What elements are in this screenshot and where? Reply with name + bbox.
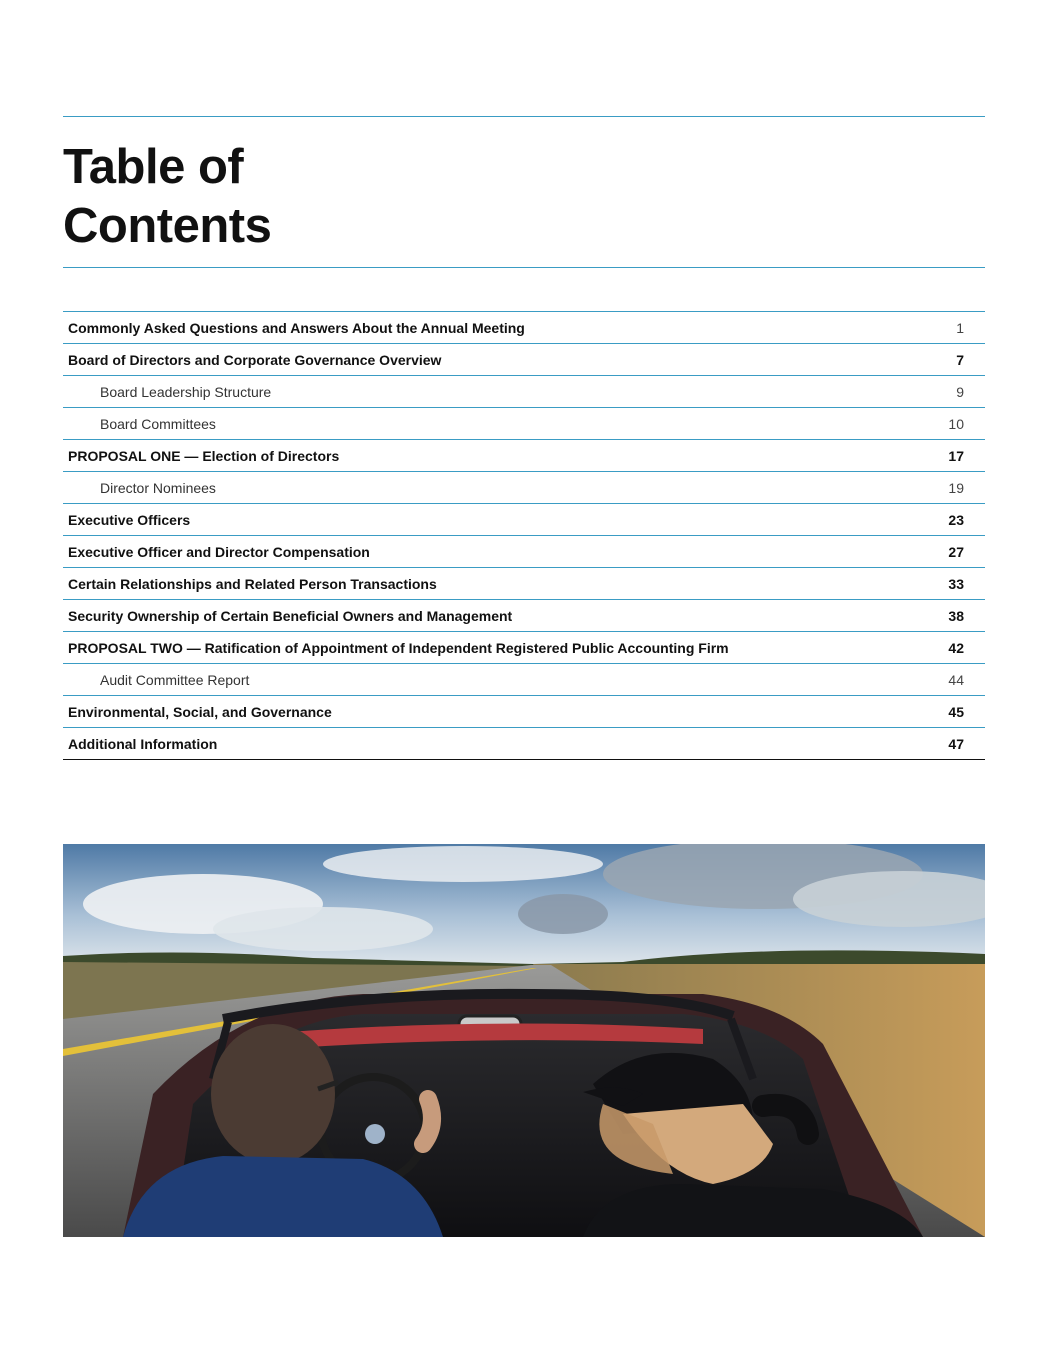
toc-entry-label: Audit Committee Report	[100, 671, 250, 688]
toc-entry-page: 33	[948, 575, 964, 592]
toc-entry-label: Board Committees	[100, 415, 216, 432]
toc-entry-label: Board of Directors and Corporate Governance Overview	[68, 351, 442, 368]
page-title-line-1: Table of	[63, 140, 244, 194]
toc-entry-label: Environmental, Social, and Governance	[68, 703, 332, 720]
toc-entry-label: Security Ownership of Certain Beneficial Owners and Management	[68, 607, 513, 624]
toc-entry-label: Certain Relationships and Related Person Transactions	[68, 575, 437, 592]
toc-entry-label: Executive Officer and Director Compensation	[68, 543, 370, 560]
top-divider	[63, 116, 985, 117]
toc-entry-audit-committee-report[interactable]	[63, 664, 985, 696]
toc-entry-page: 9	[956, 383, 964, 400]
toc-entry-page: 47	[948, 735, 964, 752]
toc-entry-director-nominees[interactable]	[63, 472, 985, 504]
toc-entry-additional-information[interactable]	[63, 728, 985, 760]
toc-entry-page: 7	[956, 351, 964, 368]
table-of-contents	[63, 311, 985, 760]
toc-entry-board-committees[interactable]	[63, 408, 985, 440]
toc-entry-proposal-one[interactable]	[63, 440, 985, 472]
toc-entry-related-transactions[interactable]	[63, 568, 985, 600]
toc-entry-label: PROPOSAL TWO — Ratification of Appointment of Independent Registered Public Accounting Firm	[68, 639, 729, 656]
toc-entry-page: 1	[956, 319, 964, 336]
toc-entry-security-ownership[interactable]	[63, 600, 985, 632]
toc-entry-annual-meeting-qa[interactable]	[63, 312, 985, 344]
toc-entry-label: PROPOSAL ONE — Election of Directors	[68, 447, 340, 464]
toc-entry-page: 19	[948, 479, 964, 496]
toc-entry-page: 10	[948, 415, 964, 432]
toc-entry-page: 44	[948, 671, 964, 688]
toc-entry-label: Director Nominees	[100, 479, 216, 496]
toc-entry-label: Additional Information	[68, 735, 218, 752]
toc-entry-label: Executive Officers	[68, 511, 191, 528]
page-title	[63, 138, 271, 256]
toc-entry-label: Board Leadership Structure	[100, 383, 272, 400]
toc-entry-esg[interactable]	[63, 696, 985, 728]
toc-entry-page: 17	[948, 447, 964, 464]
toc-entry-label: Commonly Asked Questions and Answers About the Annual Meeting	[68, 319, 525, 336]
convertible-road-photo	[63, 844, 985, 1237]
toc-entry-page: 45	[948, 703, 964, 720]
toc-entry-compensation[interactable]	[63, 536, 985, 568]
toc-entry-board-governance[interactable]	[63, 344, 985, 376]
toc-entry-proposal-two[interactable]	[63, 632, 985, 664]
toc-entry-page: 23	[948, 511, 964, 528]
title-divider	[63, 267, 985, 268]
toc-entry-page: 42	[948, 639, 964, 656]
toc-entry-board-leadership[interactable]	[63, 376, 985, 408]
toc-entry-page: 38	[948, 607, 964, 624]
toc-entry-page: 27	[948, 543, 964, 560]
toc-entry-executive-officers[interactable]	[63, 504, 985, 536]
page-title-line-2: Contents	[63, 199, 272, 253]
